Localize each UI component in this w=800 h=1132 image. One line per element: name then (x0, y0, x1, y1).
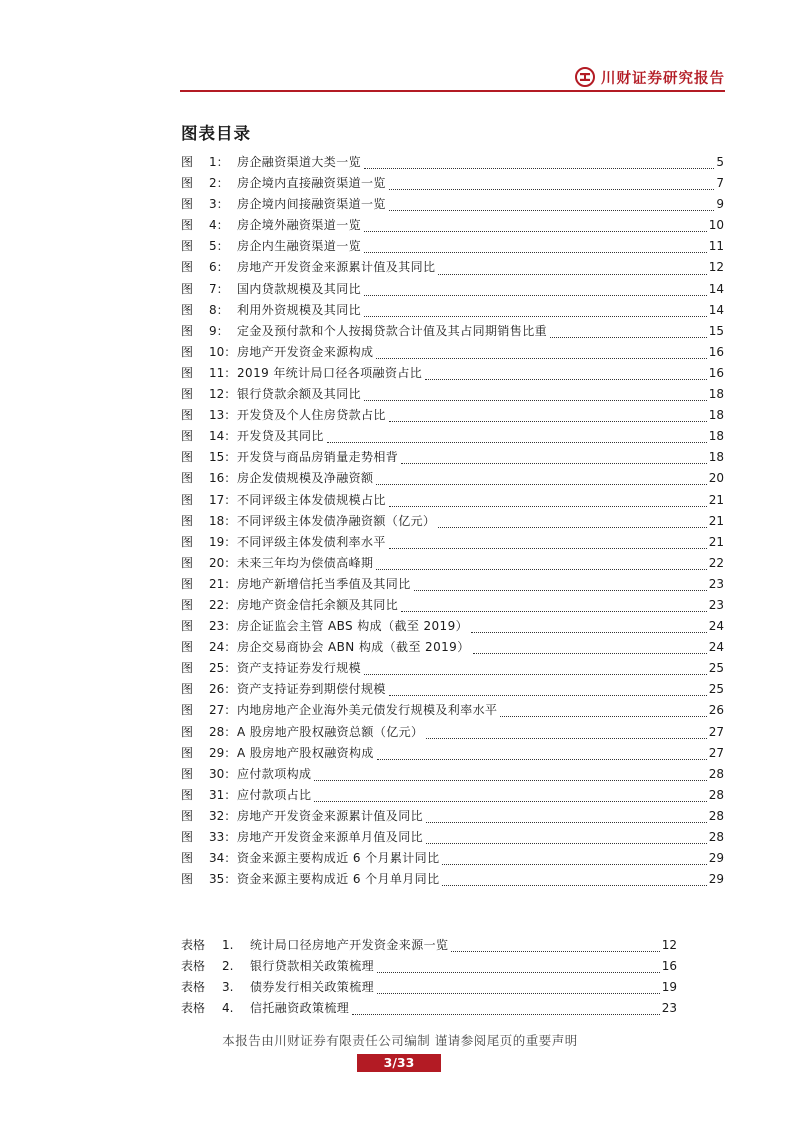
toc-dot-leader (364, 386, 707, 401)
table-list (181, 935, 677, 1019)
table-entry[interactable] (181, 998, 677, 1019)
toc-entry-title: 开发贷及其同比 (237, 429, 324, 444)
toc-dot-leader (401, 449, 707, 464)
toc-entry-prefix: 图 (181, 661, 194, 676)
toc-dot-leader (389, 492, 707, 507)
toc-entry-page: 21 (708, 534, 724, 549)
toc-entry-number: 2. (222, 959, 234, 974)
toc-entry-page: 5 (716, 155, 724, 169)
toc-entry-page: 29 (708, 851, 724, 866)
toc-entry-page: 21 (708, 492, 724, 507)
toc-dot-leader (327, 428, 707, 443)
toc-entry-number: 13： (209, 408, 237, 423)
toc-entry-title: 房企境内间接融资渠道一览 (237, 197, 386, 212)
toc-entry-prefix: 图 (181, 555, 194, 570)
toc-entry-number: 29： (209, 745, 237, 760)
figure-entry[interactable] (181, 405, 724, 426)
toc-entry-number: 7： (209, 281, 229, 296)
toc-entry-page: 25 (708, 682, 724, 697)
toc-entry-title: 房企融资渠道大类一览 (237, 155, 362, 169)
toc-entry-page: 28 (708, 766, 724, 781)
figure-entry[interactable] (181, 363, 724, 384)
toc-entry-prefix: 图 (181, 176, 194, 191)
toc-entry-prefix: 图 (181, 471, 194, 486)
toc-entry-prefix: 图 (181, 851, 194, 866)
figure-entry[interactable] (181, 658, 724, 679)
toc-entry-prefix: 图 (181, 597, 194, 612)
toc-dot-leader (364, 238, 707, 253)
figure-entry[interactable] (181, 700, 724, 721)
toc-entry-page: 16 (708, 365, 724, 380)
figure-entry[interactable] (181, 827, 724, 848)
toc-dot-leader (364, 217, 707, 232)
toc-entry-number: 21： (209, 576, 237, 591)
toc-entry-number: 17： (209, 492, 237, 507)
toc-entry-page: 12 (708, 260, 724, 275)
figure-entry[interactable] (181, 152, 724, 173)
toc-entry-number: 32： (209, 808, 237, 823)
header-divider (180, 90, 725, 92)
toc-dot-leader (389, 196, 715, 211)
figure-entry[interactable] (181, 468, 724, 489)
toc-dot-leader (389, 681, 707, 696)
toc-entry-page: 10 (708, 218, 724, 233)
toc-entry-page: 28 (708, 808, 724, 823)
figure-entry[interactable] (181, 848, 724, 869)
toc-entry-number: 27： (209, 703, 237, 718)
toc-entry-title: 房企境外融资渠道一览 (237, 218, 362, 233)
toc-entry-number: 16： (209, 471, 237, 486)
figure-entry[interactable] (181, 321, 724, 342)
toc-entry-title: 房地产资金信托余额及其同比 (237, 597, 399, 612)
toc-entry-prefix: 图 (181, 408, 194, 423)
toc-entry-title: 内地房地产企业海外美元债发行规模及利率水平 (237, 703, 498, 718)
toc-entry-prefix: 图 (181, 281, 194, 296)
toc-entry-title: 不同评级主体发债规模占比 (237, 492, 386, 507)
toc-entry-title: 房企发债规模及净融资额 (237, 471, 374, 486)
toc-entry-number: 3： (209, 197, 229, 212)
toc-entry-prefix: 表格 (181, 959, 206, 974)
toc-entry-prefix: 图 (181, 344, 194, 359)
toc-dot-leader (425, 365, 707, 380)
toc-entry-number: 18： (209, 513, 237, 528)
figure-entry[interactable] (181, 511, 724, 532)
toc-title: 图表目录 (181, 124, 251, 143)
figure-list (181, 152, 724, 890)
toc-dot-leader (364, 281, 707, 296)
toc-dot-leader (426, 724, 706, 739)
toc-dot-leader (426, 829, 707, 844)
figure-entry[interactable] (181, 532, 724, 553)
figure-entry[interactable] (181, 637, 724, 658)
toc-entry-title: 债券发行相关政策梳理 (250, 980, 375, 995)
toc-entry-number: 35： (209, 872, 237, 887)
toc-entry-number: 33： (209, 830, 237, 844)
toc-entry-prefix: 表格 (181, 1001, 206, 1016)
toc-dot-leader (389, 534, 707, 549)
table-entry[interactable] (181, 935, 677, 956)
toc-entry-page: 18 (708, 408, 724, 423)
toc-entry-title: 未来三年均为偿债高峰期 (237, 555, 374, 570)
figure-entry[interactable] (181, 300, 724, 321)
toc-entry-prefix: 图 (181, 808, 194, 823)
toc-dot-leader (377, 979, 660, 994)
toc-entry-number: 24： (209, 640, 237, 655)
toc-entry-number: 23： (209, 619, 237, 634)
figure-entry[interactable] (181, 173, 724, 194)
figure-entry[interactable] (181, 679, 724, 700)
toc-entry-page: 15 (708, 323, 724, 338)
toc-entry-prefix: 图 (181, 239, 194, 254)
toc-dot-leader (352, 1000, 660, 1015)
toc-entry-prefix: 表格 (181, 938, 206, 952)
toc-dot-leader (550, 323, 707, 338)
toc-entry-title: 开发贷及个人住房贷款占比 (237, 408, 386, 423)
toc-entry-prefix: 图 (181, 830, 194, 844)
toc-entry-page: 12 (661, 938, 677, 952)
toc-entry-page: 14 (708, 302, 724, 317)
toc-dot-leader (414, 576, 707, 591)
toc-entry-title: 资金来源主要构成近 6 个月单月同比 (237, 872, 440, 887)
toc-entry-title: 定金及预付款和个人按揭贷款合计值及其占同期销售比重 (237, 323, 548, 338)
toc-entry-title: 银行贷款相关政策梳理 (250, 959, 375, 974)
toc-entry-title: 房地产开发资金来源累计值及其同比 (237, 260, 436, 275)
toc-entry-number: 30： (209, 766, 237, 781)
toc-entry-title: 房企交易商协会 ABN 构成（截至 2019） (237, 640, 470, 655)
toc-entry-number: 9： (209, 323, 229, 338)
toc-entry-title: 应付款项占比 (237, 787, 312, 802)
toc-entry-prefix: 图 (181, 365, 194, 380)
toc-entry-title: A 股房地产股权融资总额（亿元） (237, 724, 424, 739)
figure-entry[interactable] (181, 595, 724, 616)
toc-entry-prefix: 图 (181, 534, 194, 549)
toc-entry-page: 18 (708, 450, 724, 465)
toc-entry-prefix: 图 (181, 682, 194, 697)
toc-entry-number: 3. (222, 980, 234, 995)
toc-entry-prefix: 图 (181, 218, 194, 233)
toc-entry-page: 23 (708, 597, 724, 612)
toc-entry-prefix: 图 (181, 703, 194, 718)
figure-entry[interactable] (181, 194, 724, 215)
toc-entry-page: 9 (716, 197, 724, 212)
toc-dot-leader (364, 302, 707, 317)
toc-entry-page: 23 (708, 576, 724, 591)
toc-entry-number: 31： (209, 787, 237, 802)
toc-entry-page: 11 (708, 239, 724, 254)
figure-entry[interactable] (181, 447, 724, 468)
toc-entry-title: 信托融资政策梳理 (250, 1001, 350, 1016)
toc-entry-prefix: 图 (181, 745, 194, 760)
toc-entry-page: 14 (708, 281, 724, 296)
toc-entry-number: 4. (222, 1001, 234, 1016)
toc-dot-leader (442, 850, 706, 865)
toc-entry-number: 8： (209, 302, 229, 317)
toc-dot-leader (471, 618, 707, 633)
toc-entry-title: 房地产新增信托当季值及其同比 (237, 576, 411, 591)
toc-entry-title: 房企证监会主管 ABS 构成（截至 2019） (237, 619, 469, 634)
toc-entry-title: 2019 年统计局口径各项融资占比 (237, 365, 423, 380)
toc-entry-prefix: 图 (181, 197, 194, 212)
toc-entry-page: 25 (708, 661, 724, 676)
toc-entry-number: 5： (209, 239, 229, 254)
toc-entry-title: 不同评级主体发债利率水平 (237, 534, 386, 549)
toc-entry-prefix: 图 (181, 787, 194, 802)
toc-entry-prefix: 图 (181, 260, 194, 275)
figure-entry[interactable] (181, 279, 724, 300)
toc-entry-page: 19 (661, 980, 677, 995)
figure-entry[interactable] (181, 490, 724, 511)
toc-entry-page: 27 (708, 745, 724, 760)
toc-dot-leader (473, 639, 707, 654)
toc-entry-page: 26 (708, 703, 724, 718)
figure-entry[interactable] (181, 785, 724, 806)
figure-entry[interactable] (181, 215, 724, 236)
toc-entry-page: 20 (708, 471, 724, 486)
toc-entry-page: 29 (708, 872, 724, 887)
toc-entry-number: 10： (209, 344, 237, 359)
footer-disclaimer: 本报告由川财证券有限责任公司编制 谨请参阅尾页的重要声明 (222, 1033, 578, 1048)
toc-entry-title: 统计局口径房地产开发资金来源一览 (250, 938, 449, 952)
table-entry[interactable] (181, 956, 677, 977)
toc-entry-prefix: 表格 (181, 980, 206, 995)
toc-entry-number: 1： (209, 155, 229, 169)
figure-entry[interactable] (181, 743, 724, 764)
toc-entry-number: 4： (209, 218, 229, 233)
toc-dot-leader (314, 766, 706, 781)
toc-entry-title: 资产支持证券发行规模 (237, 661, 362, 676)
toc-entry-page: 28 (708, 787, 724, 802)
toc-dot-leader (389, 407, 707, 422)
figure-entry[interactable] (181, 342, 724, 363)
page-number: 3/33 (357, 1054, 441, 1072)
toc-entry-prefix: 图 (181, 640, 194, 655)
toc-entry-prefix: 图 (181, 387, 194, 402)
toc-entry-page: 7 (716, 176, 724, 191)
toc-entry-title: 国内贷款规模及其同比 (237, 281, 362, 296)
toc-entry-prefix: 图 (181, 155, 194, 169)
toc-dot-leader (500, 702, 706, 717)
toc-entry-page: 18 (708, 429, 724, 444)
toc-entry-number: 6： (209, 260, 229, 275)
toc-entry-number: 34： (209, 851, 237, 866)
toc-entry-prefix: 图 (181, 724, 194, 739)
toc-entry-title: 开发贷与商品房销量走势相背 (237, 450, 399, 465)
toc-entry-number: 11： (209, 365, 237, 380)
toc-entry-number: 19： (209, 534, 237, 549)
toc-entry-page: 16 (661, 959, 677, 974)
toc-entry-prefix: 图 (181, 302, 194, 317)
toc-dot-leader (442, 871, 706, 886)
toc-entry-number: 1. (222, 938, 234, 952)
brand-name: 川财证券研究报告 (601, 69, 725, 87)
toc-entry-title: A 股房地产股权融资构成 (237, 745, 374, 760)
figure-entry[interactable] (181, 764, 724, 785)
toc-dot-leader (376, 470, 706, 485)
toc-dot-leader (376, 344, 706, 359)
toc-entry-page: 16 (708, 344, 724, 359)
toc-entry-page: 22 (708, 555, 724, 570)
toc-entry-prefix: 图 (181, 492, 194, 507)
toc-dot-leader (376, 555, 706, 570)
figure-entry[interactable] (181, 722, 724, 743)
figure-entry[interactable] (181, 257, 724, 278)
toc-entry-prefix: 图 (181, 619, 194, 634)
figure-entry[interactable] (181, 616, 724, 637)
toc-entry-prefix: 图 (181, 766, 194, 781)
toc-entry-prefix: 图 (181, 513, 194, 528)
toc-dot-leader (389, 175, 715, 190)
figure-entry[interactable] (181, 806, 724, 827)
table-entry[interactable] (181, 977, 677, 998)
toc-dot-leader (438, 513, 706, 528)
toc-entry-number: 20： (209, 555, 237, 570)
toc-entry-number: 26： (209, 682, 237, 697)
toc-entry-title: 房企境内直接融资渠道一览 (237, 176, 386, 191)
toc-entry-prefix: 图 (181, 450, 194, 465)
figure-entry[interactable] (181, 869, 724, 890)
toc-entry-prefix: 图 (181, 429, 194, 444)
toc-entry-title: 房地产开发资金来源单月值及同比 (237, 830, 424, 844)
figure-entry[interactable] (181, 574, 724, 595)
toc-entry-prefix: 图 (181, 323, 194, 338)
figure-entry[interactable] (181, 236, 724, 257)
toc-entry-number: 12： (209, 387, 237, 402)
toc-entry-page: 24 (708, 640, 724, 655)
header-brand (575, 64, 725, 90)
toc-entry-title: 资金来源主要构成近 6 个月累计同比 (237, 851, 440, 866)
toc-entry-page: 21 (708, 513, 724, 528)
toc-entry-title: 银行贷款余额及其同比 (237, 387, 362, 402)
toc-entry-number: 28： (209, 724, 237, 739)
toc-entry-title: 房地产开发资金来源构成 (237, 344, 374, 359)
toc-entry-title: 利用外资规模及其同比 (237, 302, 362, 317)
toc-entry-number: 15： (209, 450, 237, 465)
toc-dot-leader (401, 597, 707, 612)
figure-entry[interactable] (181, 426, 724, 447)
toc-entry-number: 25： (209, 661, 237, 676)
toc-entry-prefix: 图 (181, 576, 194, 591)
toc-entry-page: 28 (708, 830, 724, 844)
toc-dot-leader (377, 745, 707, 760)
toc-entry-prefix: 图 (181, 872, 194, 887)
toc-entry-title: 不同评级主体发债净融资额（亿元） (237, 513, 436, 528)
toc-entry-number: 14： (209, 429, 237, 444)
figure-entry[interactable] (181, 384, 724, 405)
toc-entry-number: 2： (209, 176, 229, 191)
company-logo-icon (575, 67, 595, 87)
toc-dot-leader (377, 958, 660, 973)
toc-dot-leader (438, 260, 706, 275)
toc-dot-leader (314, 787, 706, 802)
toc-dot-leader (364, 660, 707, 675)
toc-dot-leader (451, 937, 659, 952)
figure-entry[interactable] (181, 553, 724, 574)
toc-dot-leader (426, 808, 707, 823)
toc-entry-title: 房企内生融资渠道一览 (237, 239, 362, 254)
toc-entry-title: 应付款项构成 (237, 766, 312, 781)
toc-entry-page: 18 (708, 387, 724, 402)
toc-entry-title: 房地产开发资金来源累计值及同比 (237, 808, 424, 823)
toc-dot-leader (364, 154, 714, 169)
toc-entry-number: 22： (209, 597, 237, 612)
toc-entry-title: 资产支持证券到期偿付规模 (237, 682, 386, 697)
toc-entry-page: 23 (661, 1001, 677, 1016)
toc-entry-page: 24 (708, 619, 724, 634)
toc-entry-page: 27 (708, 724, 724, 739)
